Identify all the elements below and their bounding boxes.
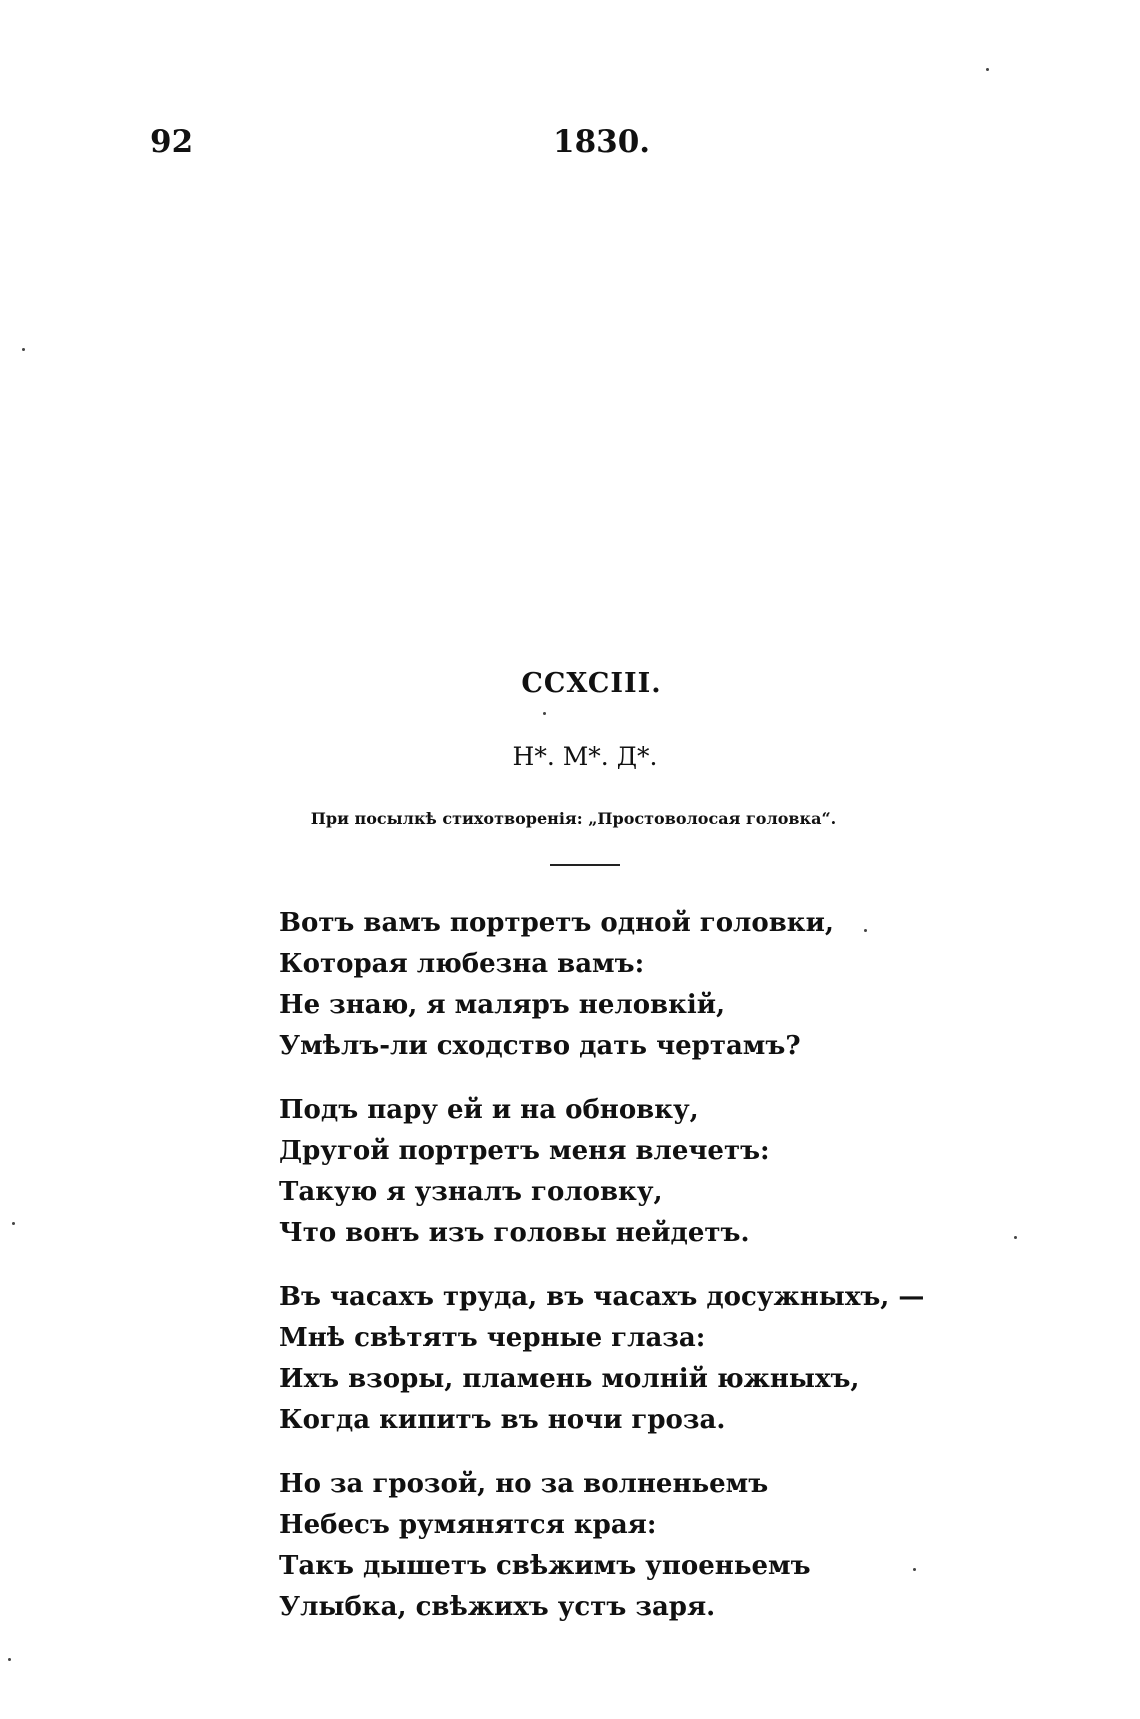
page-number: 92 — [150, 124, 194, 160]
scan-speck — [22, 348, 25, 351]
scan-speck — [986, 68, 989, 71]
running-header-year: 1830. — [553, 124, 651, 160]
verse-line: Что вонъ изъ головы нейдетъ. — [279, 1218, 750, 1248]
verse-line: Умѣлъ-ли сходство дать чертамъ? — [279, 1031, 801, 1061]
title-divider-rule — [550, 864, 620, 866]
poem-epigraph: При посылкѣ стихотворенія: „Простоволосая головка“. — [310, 809, 837, 828]
verse-line: Улыбка, свѣжихъ устъ заря. — [279, 1592, 716, 1622]
verse-line: Такъ дышетъ свѣжимъ упоеньемъ — [279, 1551, 811, 1581]
stanza — [279, 903, 919, 1067]
verse-line: Такую я узналъ головку, — [279, 1177, 663, 1207]
poem-body — [279, 903, 925, 1651]
verse-line: Ихъ взоры, пламень молній южныхъ, — [279, 1364, 860, 1394]
scan-speck — [1014, 1236, 1017, 1239]
verse-line: Но за грозой, но за волненьемъ — [279, 1469, 769, 1499]
verse-line: Которая любезна вамъ: — [279, 949, 645, 979]
verse-line: Небесъ румянятся края: — [279, 1510, 657, 1540]
scan-speck — [543, 712, 546, 715]
verse-line: Мнѣ свѣтятъ черные глаза: — [279, 1323, 706, 1353]
poem-number: CCXCIII. — [521, 668, 662, 699]
scan-speck — [864, 929, 867, 932]
poem-dedication: Н*. М*. Д*. — [512, 742, 658, 771]
scan-speck — [913, 1568, 916, 1571]
stanza — [279, 1090, 919, 1254]
verse-line: Не знаю, я маляръ неловкій, — [279, 990, 726, 1020]
verse-line: Когда кипитъ въ ночи гроза. — [279, 1405, 726, 1435]
verse-line: Другой портретъ меня влечетъ: — [279, 1136, 770, 1166]
verse-line: Въ часахъ труда, въ часахъ досужныхъ, — — [279, 1282, 925, 1312]
scan-speck — [8, 1658, 11, 1661]
stanza — [279, 1277, 925, 1441]
stanza — [279, 1464, 919, 1628]
verse-line: Вотъ вамъ портретъ одной головки, — [279, 908, 834, 938]
verse-line: Подъ пару ей и на обновку, — [279, 1095, 699, 1125]
scan-speck — [12, 1222, 15, 1225]
